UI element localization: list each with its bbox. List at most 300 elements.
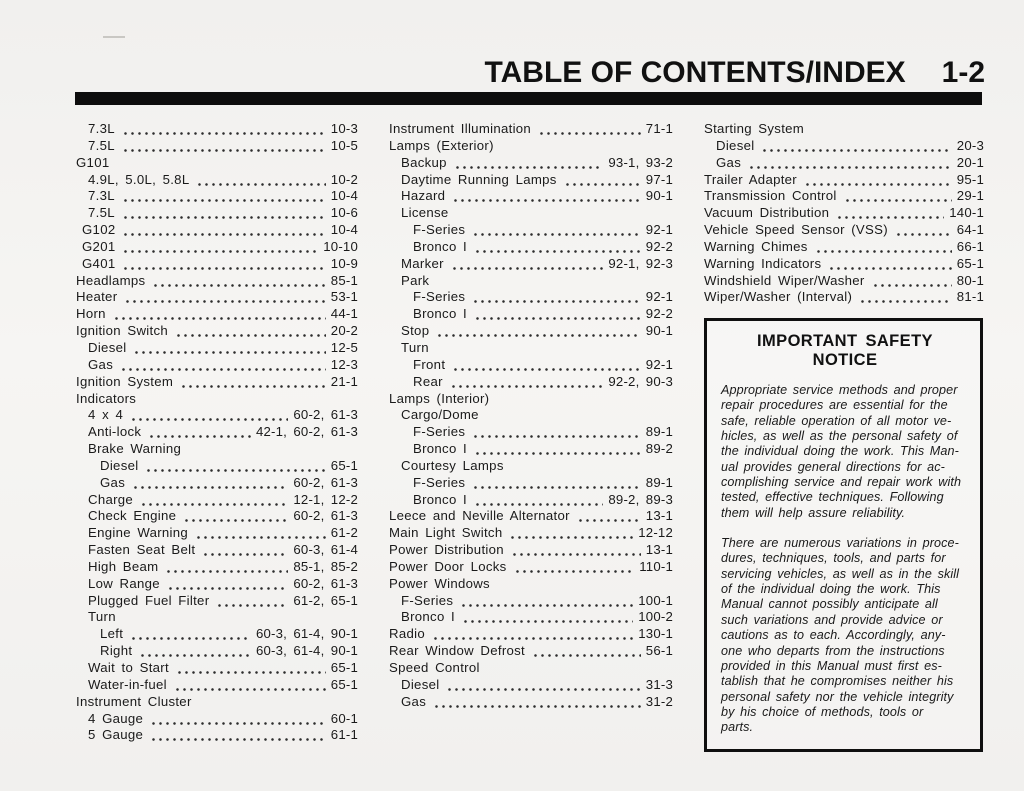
index-entry <box>76 508 358 525</box>
notice-line: one who departs from the instructions <box>721 643 945 658</box>
entry-label: License <box>401 205 449 221</box>
entry-pages: 10-4 <box>330 188 358 204</box>
index-entry <box>76 609 358 626</box>
notice-paragraph <box>721 536 969 735</box>
entry-label: Ignition Switch <box>76 323 169 339</box>
dot-leader <box>844 188 952 205</box>
entry-pages: 92-1 <box>645 356 673 372</box>
index-entry <box>389 694 673 711</box>
entry-pages: 92-1 <box>645 289 673 305</box>
entry-pages: 140-1 <box>949 205 984 221</box>
entry-label: Horn <box>76 306 106 322</box>
index-entry <box>76 155 358 172</box>
entry-label: Leece and Neville Alternator <box>389 508 570 524</box>
entry-pages: 89-2, 89-3 <box>608 491 673 507</box>
index-entry <box>389 660 673 677</box>
index-column-1 <box>76 121 358 744</box>
entry-pages: 13-1 <box>645 542 673 558</box>
entry-label: Instrument Cluster <box>76 693 192 709</box>
notice-line: Manual cannot possibly anticipate all <box>721 597 938 612</box>
entry-pages: 97-1 <box>645 171 673 187</box>
entry-label: Warning Chimes <box>704 238 808 254</box>
entry-pages: 10-5 <box>330 137 358 153</box>
index-entry <box>389 643 673 660</box>
dot-leader <box>895 222 952 239</box>
index-entry <box>389 609 673 626</box>
entry-label: Radio <box>389 626 425 642</box>
notice-line: tested, effective techniques. Following <box>721 490 944 505</box>
index-entry <box>76 727 358 744</box>
index-entry <box>389 239 673 256</box>
entry-pages: 65-1 <box>956 255 984 271</box>
index-entry <box>76 677 358 694</box>
entry-label: Headlamps <box>76 272 146 288</box>
index-entry <box>389 340 673 357</box>
index-entry <box>704 121 984 138</box>
index-entry <box>389 188 673 205</box>
index-entry <box>76 289 358 306</box>
index-entry <box>76 643 358 660</box>
entry-label: Park <box>401 272 430 288</box>
index-entry <box>389 357 673 374</box>
entry-label: Wait to Start <box>88 660 169 675</box>
entry-pages: 60-1 <box>330 710 358 726</box>
entry-pages: 60-2, 61-3 <box>293 575 358 591</box>
dot-leader <box>828 256 951 273</box>
index-entry <box>76 458 358 475</box>
index-entry <box>704 222 984 239</box>
index-entry <box>76 374 358 391</box>
index-entry <box>389 576 673 593</box>
index-entry <box>389 559 673 576</box>
entry-pages: 61-1 <box>330 727 358 743</box>
dot-leader <box>130 626 251 643</box>
entry-label: G101 <box>76 154 110 170</box>
entry-label: 4 Gauge <box>88 710 144 726</box>
entry-pages: 64-1 <box>956 222 984 238</box>
index-entry <box>76 576 358 593</box>
entry-pages: 20-3 <box>956 137 984 153</box>
dot-leader <box>761 138 951 155</box>
entry-pages: 60-3, 61-4, 90-1 <box>255 626 358 642</box>
entry-label: Rear <box>413 373 443 389</box>
entry-pages: 90-1 <box>645 188 673 204</box>
entry-label: Bronco I <box>413 491 468 507</box>
dot-leader <box>122 188 326 205</box>
entry-label: Hazard <box>401 188 446 204</box>
index-entry <box>389 172 673 189</box>
entry-label: Plugged Fuel Filter <box>88 592 210 608</box>
dot-leader <box>451 256 604 273</box>
index-entry <box>76 138 358 155</box>
index-entry <box>76 424 358 441</box>
entry-pages: 12-5 <box>330 339 358 355</box>
entry-pages: 10-10 <box>323 238 358 254</box>
entry-pages: 10-4 <box>330 222 358 238</box>
entry-pages: 95-1 <box>956 171 984 187</box>
entry-pages: 10-9 <box>330 255 358 271</box>
dot-leader <box>216 593 288 610</box>
dot-leader <box>436 323 640 340</box>
notice-line: Appropriate service methods and proper <box>721 383 958 397</box>
notice-paragraph <box>721 383 969 521</box>
dot-leader <box>859 289 952 306</box>
notice-line: the individual doing the work. This Man- <box>721 444 959 459</box>
entry-label: Trailer Adapter <box>704 171 798 187</box>
dot-leader <box>113 306 326 323</box>
index-entry <box>389 492 673 509</box>
entry-label: Stop <box>401 323 430 339</box>
entry-label: Warning Indicators <box>704 255 822 271</box>
index-entry <box>389 256 673 273</box>
index-entry <box>76 188 358 205</box>
entry-pages: 31-2 <box>645 693 673 709</box>
index-entry <box>76 492 358 509</box>
entry-pages: 90-1 <box>645 323 673 339</box>
index-entry <box>704 172 984 189</box>
index-entry <box>704 205 984 222</box>
index-entry <box>389 306 673 323</box>
dot-leader <box>122 121 326 138</box>
dot-leader <box>120 357 326 374</box>
index-entry <box>704 138 984 155</box>
dot-leader <box>514 559 635 576</box>
notice-line: There are numerous variations in proce- <box>721 536 959 551</box>
notice-line: personal safety nor the vehicle integrity <box>721 689 954 704</box>
dot-leader <box>122 256 325 273</box>
entry-label: Gas <box>88 356 114 372</box>
entry-label: Power Windows <box>389 575 490 591</box>
notice-line: complishing service and repair work with <box>721 475 962 490</box>
entry-label: G102 <box>82 222 116 238</box>
dot-leader <box>150 711 326 728</box>
index-entry <box>389 273 673 290</box>
entry-label: Charge <box>88 491 134 507</box>
index-entry <box>389 407 673 424</box>
index-entry <box>704 273 984 290</box>
entry-label: Right <box>100 643 133 659</box>
entry-label: 7.3L <box>88 188 115 204</box>
entry-pages: 89-1 <box>645 474 673 490</box>
dot-leader <box>133 340 325 357</box>
index-entry <box>704 188 984 205</box>
index-entry <box>76 711 358 728</box>
entry-label: F-Series <box>413 424 466 440</box>
dot-leader <box>472 424 641 441</box>
dot-leader <box>564 172 641 189</box>
dot-leader <box>474 306 641 323</box>
index-entry <box>76 222 358 239</box>
dot-leader <box>145 458 325 475</box>
entry-label: Anti-lock <box>88 424 142 440</box>
notice-line: of the individual doing the work. This <box>721 582 941 597</box>
entry-pages: 61-2 <box>330 525 358 541</box>
scan-artifact <box>103 36 125 38</box>
entry-pages: 100-2 <box>638 609 673 625</box>
dot-leader <box>872 273 952 290</box>
safety-notice-box <box>704 318 983 752</box>
dot-leader <box>446 677 640 694</box>
dot-leader <box>836 205 944 222</box>
entry-label: 7.3L <box>88 121 115 136</box>
dot-leader <box>196 172 325 189</box>
index-entry <box>76 475 358 492</box>
index-entry <box>76 391 358 408</box>
page-header <box>485 56 985 90</box>
page-title: TABLE OF CONTENTS/INDEX <box>484 56 906 89</box>
dot-leader <box>122 222 325 239</box>
dot-leader <box>472 475 641 492</box>
entry-label: Ignition System <box>76 373 174 389</box>
entry-label: Main Light Switch <box>389 525 503 541</box>
dot-leader <box>174 677 326 694</box>
dot-leader <box>139 643 251 660</box>
entry-pages: 10-6 <box>330 205 358 221</box>
index-entry <box>389 508 673 525</box>
index-entry <box>76 542 358 559</box>
entry-pages: 92-1 <box>645 222 673 238</box>
entry-label: 5 Gauge <box>88 727 144 743</box>
entry-label: Water-in-fuel <box>88 676 167 692</box>
index-entry <box>76 273 358 290</box>
index-entry <box>76 239 358 256</box>
index-entry <box>76 660 358 677</box>
entry-pages: 85-1, 85-2 <box>293 558 358 574</box>
index-entry <box>76 441 358 458</box>
index-entry <box>704 256 984 273</box>
entry-label: Bronco I <box>413 441 468 457</box>
entry-label: Windshield Wiper/Washer <box>704 272 865 288</box>
entry-pages: 71-1 <box>645 121 673 136</box>
entry-label: F-Series <box>401 592 454 608</box>
entry-label: Bronco I <box>401 609 456 625</box>
entry-label: Gas <box>401 693 427 709</box>
entry-label: Diesel <box>401 676 440 692</box>
index-entry <box>389 441 673 458</box>
entry-label: Courtesy Lamps <box>401 457 504 473</box>
dot-leader <box>433 694 641 711</box>
dot-leader <box>122 239 318 256</box>
entry-label: Brake Warning <box>88 441 182 457</box>
entry-label: F-Series <box>413 289 466 305</box>
dot-leader <box>450 374 604 391</box>
dot-leader <box>152 273 325 290</box>
header-rule-bar <box>75 92 982 105</box>
notice-line: cautions as to each. Accordingly, any- <box>721 628 946 643</box>
entry-label: Instrument Illumination <box>389 121 532 136</box>
index-entry <box>389 222 673 239</box>
entry-pages: 53-1 <box>330 289 358 305</box>
entry-label: 7.5L <box>88 137 115 153</box>
index-entry <box>704 155 984 172</box>
entry-label: Lamps (Interior) <box>389 390 490 406</box>
entry-label: Vacuum Distribution <box>704 205 830 221</box>
entry-pages: 130-1 <box>638 626 673 642</box>
dot-leader <box>452 357 641 374</box>
entry-label: 4 x 4 <box>88 407 124 423</box>
index-entry <box>389 626 673 643</box>
entry-pages: 60-2, 61-3 <box>293 407 358 423</box>
dot-leader <box>432 626 633 643</box>
dot-leader <box>474 492 603 509</box>
entry-pages: 42-1, 60-2, 61-3 <box>255 424 358 440</box>
dot-leader <box>538 121 641 138</box>
dot-leader <box>150 727 326 744</box>
dot-leader <box>474 239 641 256</box>
index-entry <box>389 205 673 222</box>
entry-label: Diesel <box>100 457 139 473</box>
index-entry <box>389 323 673 340</box>
index-entry <box>76 559 358 576</box>
entry-label: Diesel <box>716 137 755 153</box>
index-entry <box>389 677 673 694</box>
entry-label: 7.5L <box>88 205 115 221</box>
entry-pages: 31-3 <box>645 676 673 692</box>
dot-leader <box>454 155 604 172</box>
entry-pages: 80-1 <box>956 272 984 288</box>
entry-label: Backup <box>401 154 447 170</box>
index-entry <box>76 525 358 542</box>
index-entry <box>389 525 673 542</box>
index-entry <box>704 289 984 306</box>
entry-label: Bronco I <box>413 238 468 254</box>
index-entry <box>389 458 673 475</box>
entry-label: Wiper/Washer (Interval) <box>704 289 853 305</box>
entry-pages: 21-1 <box>330 373 358 389</box>
entry-label: Cargo/Dome <box>401 407 479 423</box>
entry-pages: 60-2, 61-3 <box>293 508 358 524</box>
entry-pages: 12-12 <box>638 525 673 541</box>
index-entry <box>389 121 673 138</box>
dot-leader <box>140 492 288 509</box>
index-entry <box>76 121 358 138</box>
entry-label: Fasten Seat Belt <box>88 542 196 558</box>
dot-leader <box>195 525 326 542</box>
notice-line: tablish that he compromises neither his <box>721 674 954 689</box>
entry-pages: 61-2, 65-1 <box>293 592 358 608</box>
dot-leader <box>132 475 288 492</box>
index-column-2 <box>389 121 673 711</box>
index-entry <box>389 424 673 441</box>
notice-line: repair procedures are essential for the <box>721 398 948 413</box>
entry-label: Front <box>413 356 446 372</box>
entry-pages: 12-3 <box>330 356 358 372</box>
index-entry <box>389 374 673 391</box>
entry-pages: 100-1 <box>638 592 673 608</box>
notice-line: hicles, as well as the personal safety of <box>721 429 958 444</box>
dot-leader <box>176 660 326 677</box>
entry-label: Left <box>100 626 124 642</box>
notice-line: them will help assure reliability. <box>721 505 906 520</box>
notice-line: such variations and provide advice or <box>721 612 943 627</box>
entry-pages: 89-2 <box>645 441 673 457</box>
entry-pages: 60-3, 61-4, 90-1 <box>255 643 358 659</box>
entry-pages: 13-1 <box>645 508 673 524</box>
entry-label: Bronco I <box>413 306 468 322</box>
entry-label: High Beam <box>88 558 159 574</box>
entry-label: F-Series <box>413 222 466 238</box>
notice-line: safe, reliable operation of all motor ve- <box>721 413 952 428</box>
dot-leader <box>474 441 641 458</box>
entry-pages: 44-1 <box>330 306 358 322</box>
dot-leader <box>167 576 288 593</box>
entry-label: Indicators <box>76 390 137 406</box>
dot-leader <box>472 289 641 306</box>
index-entry <box>389 542 673 559</box>
dot-leader <box>748 155 952 172</box>
notice-line: servicing vehicles, as well as in the skill <box>721 566 960 581</box>
dot-leader <box>462 609 633 626</box>
entry-label: G201 <box>82 238 116 254</box>
dot-leader <box>511 542 641 559</box>
dot-leader <box>460 593 633 610</box>
entry-label: Turn <box>88 609 116 625</box>
page-number: 1-2 <box>941 56 985 89</box>
entry-label: Daytime Running Lamps <box>401 171 557 187</box>
entry-pages: 60-3, 61-4 <box>293 542 358 558</box>
entry-pages: 56-1 <box>645 643 673 659</box>
entry-pages: 92-2 <box>645 238 673 254</box>
index-entry <box>76 694 358 711</box>
entry-label: 4.9L, 5.0L, 5.8L <box>88 171 190 187</box>
entry-pages: 60-2, 61-3 <box>293 474 358 490</box>
entry-pages: 65-1 <box>330 457 358 473</box>
index-entry <box>76 205 358 222</box>
notice-line: dures, techniques, tools, and parts for <box>721 551 946 566</box>
index-entry <box>76 593 358 610</box>
safety-notice-title: IMPORTANT SAFETY NOTICE <box>757 332 933 369</box>
entry-label: Heater <box>76 289 118 305</box>
dot-leader <box>180 374 326 391</box>
dot-leader <box>122 138 326 155</box>
notice-line: ual provides general directions for ac- <box>721 459 945 474</box>
entry-pages: 65-1 <box>330 676 358 692</box>
entry-label: Power Distribution <box>389 542 504 558</box>
dot-leader <box>472 222 641 239</box>
dot-leader <box>183 508 288 525</box>
index-entry <box>389 475 673 492</box>
entry-label: Low Range <box>88 575 160 591</box>
entry-label: F-Series <box>413 474 466 490</box>
dot-leader <box>509 525 633 542</box>
dot-leader <box>577 508 641 525</box>
entry-label: Vehicle Speed Sensor (VSS) <box>704 222 888 238</box>
dot-leader <box>124 289 325 306</box>
entry-pages: 65-1 <box>330 660 358 675</box>
index-entry <box>76 256 358 273</box>
entry-label: Power Door Locks <box>389 558 507 574</box>
dot-leader <box>202 542 288 559</box>
index-entry <box>704 239 984 256</box>
entry-pages: 92-1, 92-3 <box>608 255 673 271</box>
entry-pages: 20-2 <box>330 323 358 339</box>
notice-line: provided in this Manual must first es- <box>721 658 942 673</box>
entry-label: Rear Window Defrost <box>389 643 526 659</box>
entry-pages: 110-1 <box>639 558 673 574</box>
index-entry <box>76 172 358 189</box>
dot-leader <box>452 188 640 205</box>
safety-notice-body <box>721 383 969 736</box>
entry-label: Gas <box>100 474 126 490</box>
index-entry <box>389 155 673 172</box>
entry-pages: 92-2, 90-3 <box>608 373 673 389</box>
entry-label: Lamps (Exterior) <box>389 137 494 153</box>
index-entry <box>389 289 673 306</box>
index-entry <box>76 357 358 374</box>
entry-pages: 20-1 <box>956 154 984 170</box>
entry-label: Gas <box>716 154 742 170</box>
dot-leader <box>122 205 326 222</box>
